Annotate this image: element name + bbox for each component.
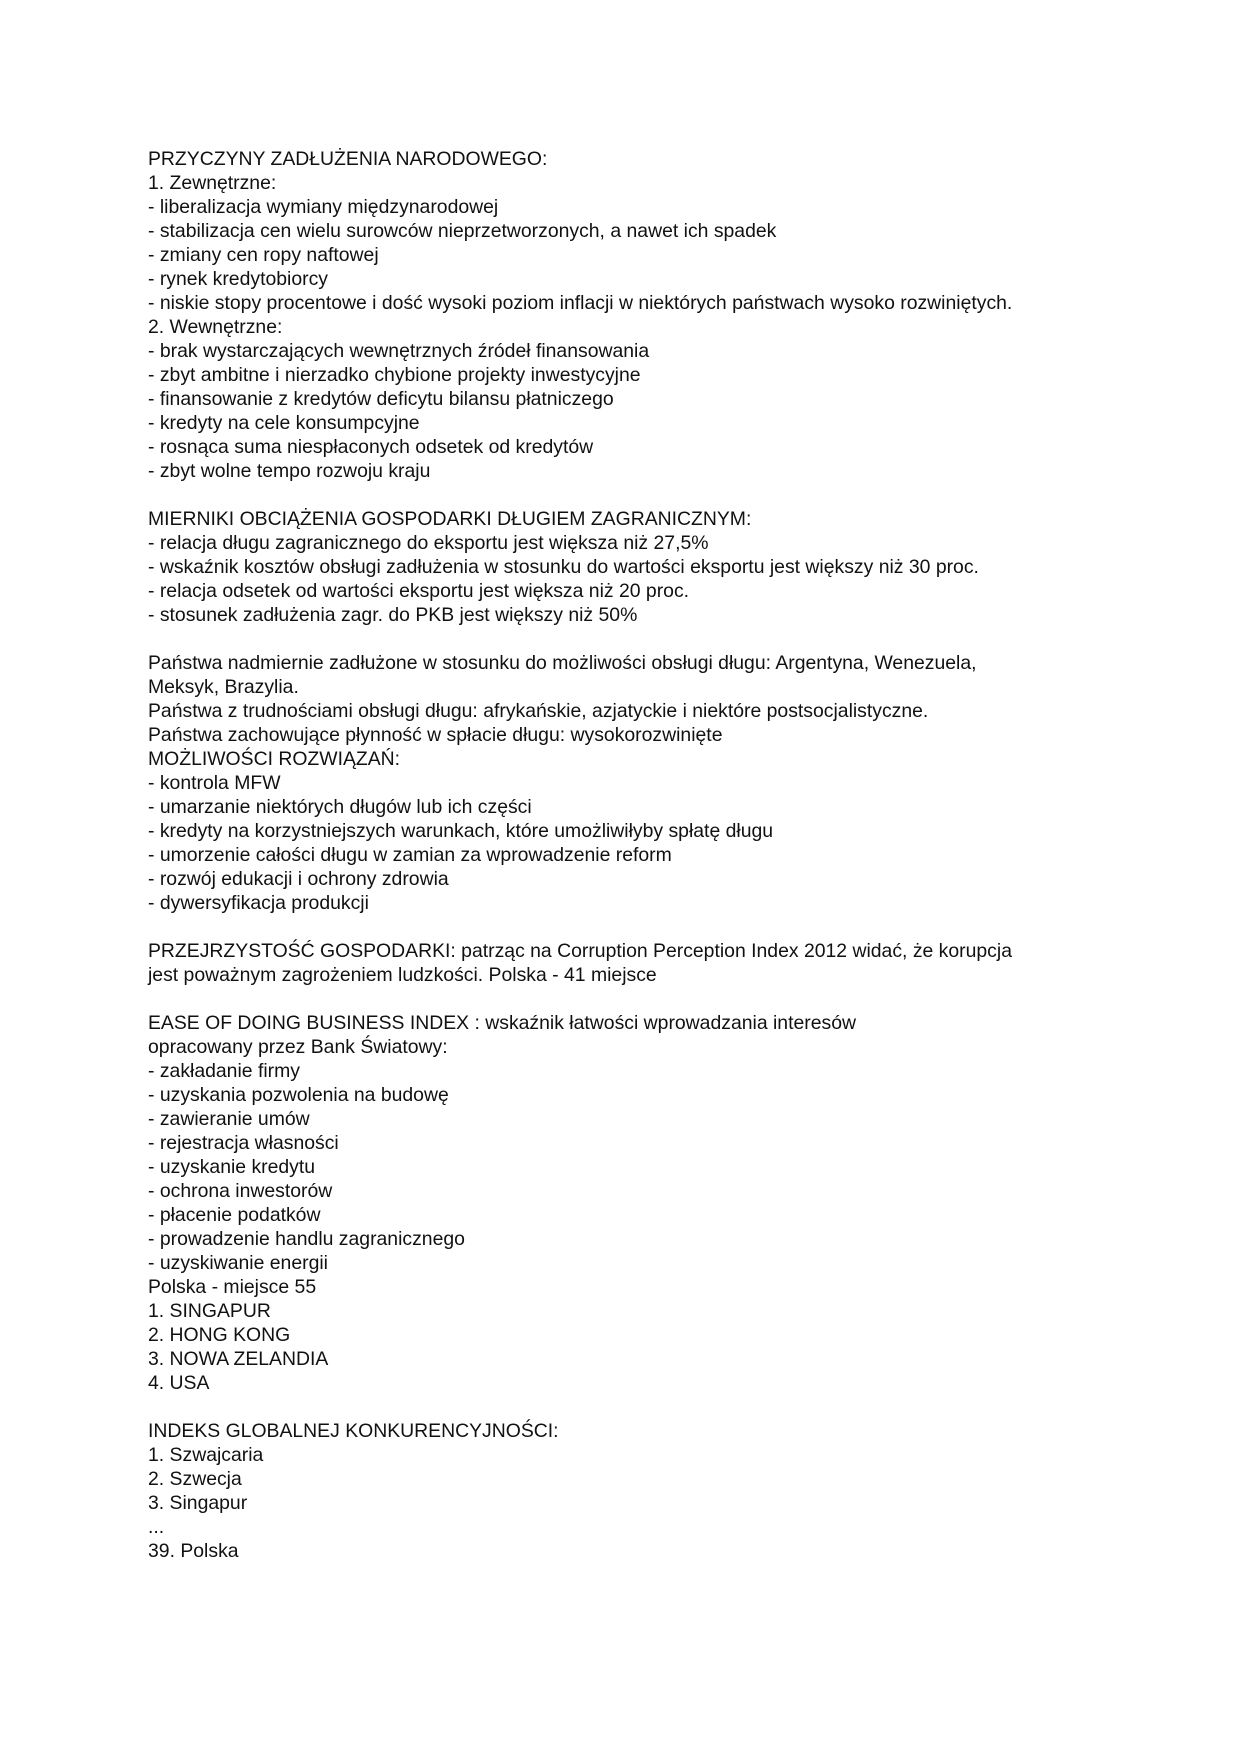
list-item: - relacja odsetek od wartości eksportu jest większa niż 20 proc. [148, 580, 690, 602]
blank-line [148, 1395, 1088, 1419]
list-item: - uzyskania pozwolenia na budowę [148, 1084, 449, 1106]
list-item: - uzyskiwanie energii [148, 1252, 328, 1274]
list-item: - finansowanie z kredytów deficytu bilansu płatniczego [148, 388, 614, 410]
paragraph-line: Polska - miejsce 55 [148, 1276, 317, 1298]
ellipsis: ... [148, 1516, 165, 1538]
list-item: - kontrola MFW [148, 772, 281, 794]
ranking-item: 2. HONG KONG [148, 1324, 291, 1346]
section-heading-doing-business: EASE OF DOING BUSINESS INDEX : wskaźnik łatwości wprowadzania interesów [148, 1012, 856, 1034]
paragraph-line: Państwa nadmiernie zadłużone w stosunku do możliwości obsługi długu: Argentyna, Wenezuela, [148, 652, 977, 674]
ranking-item: 1. SINGAPUR [148, 1300, 271, 1322]
section-heading-transparency: PRZEJRZYSTOŚĆ GOSPODARKI: patrząc na Corruption Perception Index 2012 widać, że korupcja [148, 940, 1012, 962]
blank-line [148, 483, 1088, 507]
list-heading: 1. Zewnętrzne: [148, 172, 277, 194]
paragraph-line: jest poważnym zagrożeniem ludzkości. Polska - 41 miejsce [148, 964, 657, 986]
list-item: - niskie stopy procentowe i dość wysoki poziom inflacji w niektórych państwach wysoko rozwiniętych. [148, 292, 1013, 314]
list-item: - zmiany cen ropy naftowej [148, 244, 379, 266]
list-item: - uzyskanie kredytu [148, 1156, 316, 1178]
list-heading: 2. Wewnętrzne: [148, 316, 283, 338]
blank-line [148, 915, 1088, 939]
list-item: - zbyt ambitne i nierzadko chybione projekty inwestycyjne [148, 364, 641, 386]
list-item: - zawieranie umów [148, 1108, 310, 1130]
list-item: - rynek kredytobiorcy [148, 268, 328, 290]
list-item: - rejestracja własności [148, 1132, 339, 1154]
ranking-item: 4. USA [148, 1372, 210, 1394]
blank-line [148, 987, 1088, 1011]
ranking-item: 3. NOWA ZELANDIA [148, 1348, 329, 1370]
paragraph-line: Państwa zachowujące płynność w spłacie długu: wysokorozwinięte [148, 724, 723, 746]
paragraph-line: opracowany przez Bank Światowy: [148, 1036, 448, 1058]
section-heading-competitiveness: INDEKS GLOBALNEJ KONKURENCYJNOŚCI: [148, 1420, 559, 1442]
list-item: - kredyty na cele konsumpcyjne [148, 412, 420, 434]
list-item: - brak wystarczających wewnętrznych źródeł finansowania [148, 340, 650, 362]
paragraph-line: Państwa z trudnościami obsługi długu: afrykańskie, azjatyckie i niektóre postsocjalistyczne. [148, 700, 929, 722]
ranking-item: 2. Szwecja [148, 1468, 242, 1490]
list-item: - kredyty na korzystniejszych warunkach, które umożliwiłyby spłatę długu [148, 820, 774, 842]
list-item: - ochrona inwestorów [148, 1180, 333, 1202]
list-item: - umorzenie całości długu w zamian za wprowadzenie reform [148, 844, 672, 866]
section-heading-measures: MIERNIKI OBCIĄŻENIA GOSPODARKI DŁUGIEM ZAGRANICZNYM: [148, 508, 752, 530]
ranking-item: 1. Szwajcaria [148, 1444, 264, 1466]
list-item: - relacja długu zagranicznego do eksportu jest większa niż 27,5% [148, 532, 709, 554]
list-item: - stosunek zadłużenia zagr. do PKB jest większy niż 50% [148, 604, 638, 626]
list-item: - dywersyfikacja produkcji [148, 892, 369, 914]
ranking-item: 39. Polska [148, 1540, 239, 1562]
paragraph-line: Meksyk, Brazylia. [148, 676, 299, 698]
list-item: - rozwój edukacji i ochrony zdrowia [148, 868, 449, 890]
document-page [148, 147, 1088, 1563]
section-heading-causes: PRZYCZYNY ZADŁUŻENIA NARODOWEGO: [148, 148, 548, 170]
section-heading-solutions: MOŻLIWOŚCI ROZWIĄZAŃ: [148, 748, 401, 770]
ranking-item: 3. Singapur [148, 1492, 248, 1514]
blank-line [148, 627, 1088, 651]
list-item: - zbyt wolne tempo rozwoju kraju [148, 460, 431, 482]
list-item: - liberalizacja wymiany międzynarodowej [148, 196, 499, 218]
list-item: - zakładanie firmy [148, 1060, 300, 1082]
list-item: - prowadzenie handlu zagranicznego [148, 1228, 465, 1250]
list-item: - płacenie podatków [148, 1204, 321, 1226]
list-item: - wskaźnik kosztów obsługi zadłużenia w stosunku do wartości eksportu jest większy niż 30 proc. [148, 556, 979, 578]
list-item: - umarzanie niektórych długów lub ich części [148, 796, 532, 818]
list-item: - rosnąca suma niespłaconych odsetek od kredytów [148, 436, 594, 458]
list-item: - stabilizacja cen wielu surowców nieprzetworzonych, a nawet ich spadek [148, 220, 777, 242]
